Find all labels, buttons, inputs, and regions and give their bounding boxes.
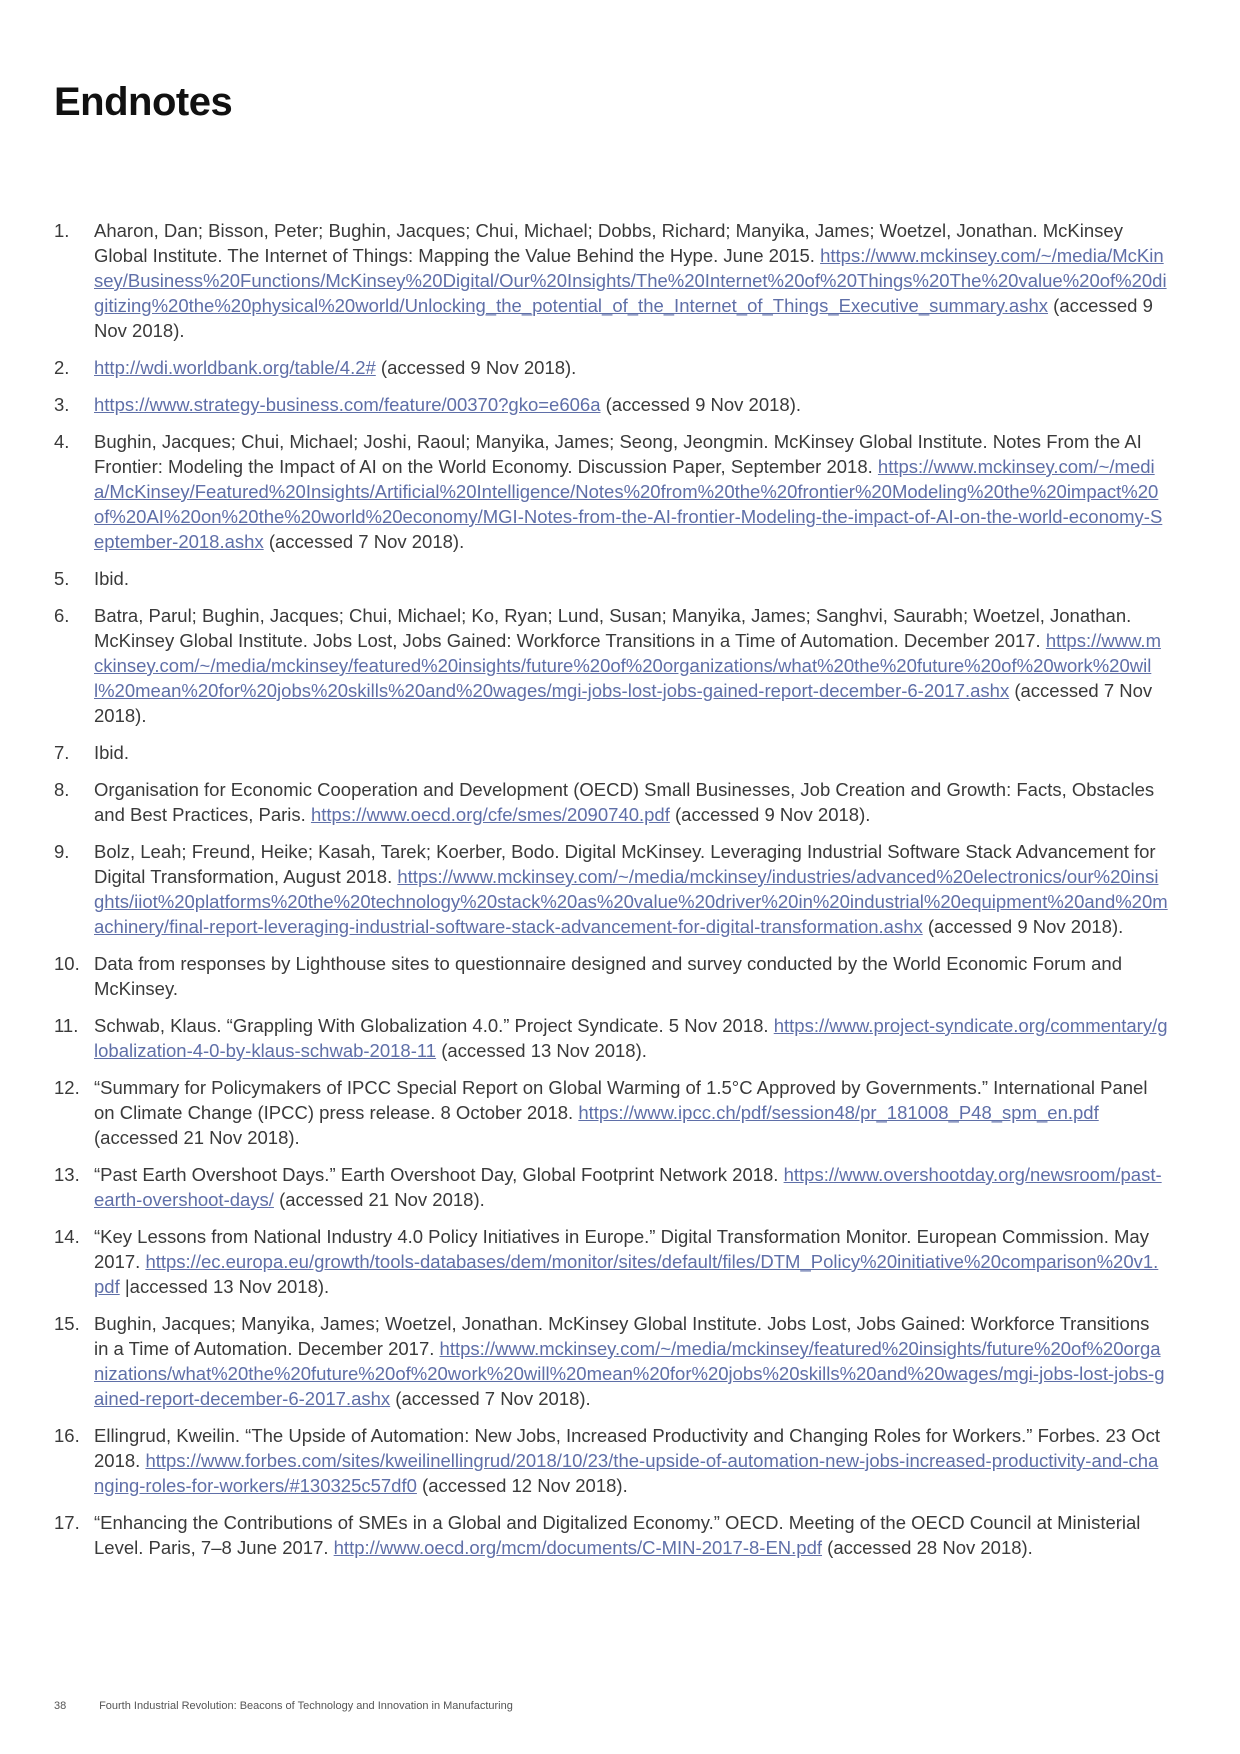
endnote-accessed-date: (accessed 21 Nov 2018). [94,1127,300,1148]
endnote-citation: Ibid. [94,742,129,763]
endnote-accessed-date: (accessed 7 Nov 2018). [94,680,1153,726]
endnote-number: 11. [54,1015,79,1036]
endnote-accessed-date: (accessed 9 Nov 2018). [375,357,577,378]
endnote-citation: “Summary for Policymakers of IPCC Special Report on Global Warming of 1.5°C Approved by Governments.” International Panel on Climate Change (IPCC) press release. 8 October 2018. [94,1077,1148,1123]
endnote-item [54,429,1168,554]
endnote-number: 1. [54,220,70,241]
endnote-item [54,1224,1168,1299]
endnote-citation: “Key Lessons from National Industry 4.0 Policy Initiatives in Europe.” Digital Transformation Monitor. European Commission. May 2017. [94,1226,1149,1272]
endnote-number: 17. [54,1512,80,1533]
endnote-number: 3. [54,394,70,415]
endnote-item [54,1162,1168,1212]
endnote-item [54,1311,1168,1411]
endnote-item [54,777,1168,827]
endnote-number: 14. [54,1226,80,1247]
page-number: 38 [54,1700,67,1712]
endnote-citation: Data from responses by Lighthouse sites to questionnaire designed and survey conducted by the World Economic Forum and McKinsey. [94,953,1123,999]
endnote-number: 15. [54,1313,80,1334]
endnote-item [54,1510,1168,1560]
endnote-link[interactable]: https://www.oecd.org/cfe/smes/2090740.pdf [310,804,670,825]
endnote-item [54,603,1168,728]
endnote-item [54,218,1168,343]
page-footer [54,1700,513,1712]
endnote-link[interactable]: https://www.overshootday.org/newsroom/past-earth-overshoot-days/ [94,1164,1162,1210]
endnote-citation: “Past Earth Overshoot Days.” Earth Overshoot Day, Global Footprint Network 2018. [94,1164,784,1185]
endnote-accessed-date: (accessed 7 Nov 2018). [390,1388,591,1409]
endnote-link[interactable]: https://www.mckinsey.com/~/media/mckinsey/featured%20insights/future%20of%20organizations/what%20the%20future%20of%20work%20will%20mean%20for%20jobs%20skills%20and%20wages/mgi-jobs-lost-jobs-gained-report-december-6-2017.ashx [94,630,1161,701]
endnote-item [54,951,1168,1001]
endnote-number: 4. [54,431,70,452]
endnote-accessed-date: (accessed 9 Nov 2018). [669,804,871,825]
endnote-link[interactable]: https://www.mckinsey.com/~/media/McKinsey/Business%20Functions/McKinsey%20Digital/Our%20Insights/The%20Internet%20of%20Things%20The%20value%20of%20digitizing%20the%20physical%20world/Unlocking_the_potential_of_the_Internet_of_Things_Executive_summary.ashx [94,245,1167,316]
endnote-citation: Ibid. [94,568,129,589]
endnote-link[interactable]: https://ec.europa.eu/growth/tools-databases/dem/monitor/sites/default/files/DTM_Policy%20initiative%20comparison%20v1.pdf [94,1251,1159,1297]
endnote-citation: Batra, Parul; Bughin, Jacques; Chui, Michael; Ko, Ryan; Lund, Susan; Manyika, James; Sanghvi, Saurabh; Woetzel, Jonathan. McKinsey Global Institute. Jobs Lost, Jobs Gained: Workforce Transitions in a Time of Automation. December 2017. [94,605,1132,651]
endnote-citation: Bughin, Jacques; Chui, Michael; Joshi, Raoul; Manyika, James; Seong, Jeongmin. McKinsey Global Institute. Notes From the AI Frontier: Modeling the Impact of AI on the World Economy. Discussion Paper, September 2018. [94,431,1142,477]
endnote-accessed-date: |accessed 13 Nov 2018). [119,1276,330,1297]
endnote-accessed-date: (accessed 7 Nov 2018). [263,531,465,552]
endnote-number: 2. [54,357,70,378]
endnote-accessed-date: (accessed 12 Nov 2018). [416,1475,628,1496]
endnote-citation: Organisation for Economic Cooperation and Development (OECD) Small Businesses, Job Creation and Growth: Facts, Obstacles and Best Practices, Paris. [94,779,1155,825]
endnote-citation: Schwab, Klaus. “Grappling With Globalization 4.0.” Project Syndicate. 5 Nov 2018. [94,1015,774,1036]
endnote-number: 13. [54,1164,80,1185]
endnote-item [54,566,1168,591]
endnote-link[interactable]: https://www.ipcc.ch/pdf/session48/pr_181008_P48_spm_en.pdf [578,1102,1099,1123]
endnote-item [54,1423,1168,1498]
endnote-link[interactable]: https://www.project-syndicate.org/commentary/globalization-4-0-by-klaus-schwab-2018-11 [94,1015,1168,1061]
endnote-item [54,355,1168,380]
endnote-citation: Ellingrud, Kweilin. “The Upside of Automation: New Jobs, Increased Productivity and Changing Roles for Workers.” Forbes. 23 Oct 2018. [94,1425,1160,1471]
endnote-citation: Aharon, Dan; Bisson, Peter; Bughin, Jacques; Chui, Michael; Dobbs, Richard; Manyika, James; Woetzel, Jonathan. McKinsey Global Institute. The Internet of Things: Mapping the Value Behind the Hype. June 2015. [94,220,1123,266]
footer-title: Fourth Industrial Revolution: Beacons of Technology and Innovation in Manufacturing [99,1700,513,1712]
endnote-number: 10. [54,953,80,974]
endnote-accessed-date: (accessed 28 Nov 2018). [822,1537,1033,1558]
endnote-citation: “Enhancing the Contributions of SMEs in a Global and Digitalized Economy.” OECD. Meeting of the OECD Council at Ministerial Level. Paris, 7–8 June 2017. [94,1512,1141,1558]
endnote-link[interactable]: https://www.strategy-business.com/feature/00370?gko=e606a [94,394,601,415]
endnote-item [54,1075,1168,1150]
endnote-number: 9. [54,841,70,862]
endnote-accessed-date: (accessed 13 Nov 2018). [436,1040,647,1061]
page-title: Endnotes [54,80,233,124]
endnote-link[interactable]: https://www.mckinsey.com/~/media/mckinsey/industries/advanced%20electronics/our%20insights/iiot%20platforms%20the%20technology%20stack%20as%20value%20driver%20in%20industrial%20equipment%20and%20machinery/final-report-leveraging-industrial-software-stack-advancement-for-digital-transformation.ashx [94,866,1168,937]
endnote-item [54,392,1168,417]
endnotes-list [54,218,1168,1572]
endnote-item [54,839,1168,939]
endnote-number: 5. [54,568,70,589]
endnote-number: 6. [54,605,70,626]
endnote-accessed-date: (accessed 21 Nov 2018). [273,1189,485,1210]
endnote-number: 8. [54,779,70,800]
endnote-number: 12. [54,1077,80,1098]
endnote-number: 16. [54,1425,80,1446]
endnote-item [54,740,1168,765]
endnote-link[interactable]: https://www.mckinsey.com/~/media/McKinsey/Featured%20Insights/Artificial%20Intelligence/Notes%20from%20the%20frontier%20Modeling%20the%20impact%20of%20AI%20on%20the%20world%20economy/MGI-Notes-from-the-AI-frontier-Modeling-the-impact-of-AI-on-the-world-economy-September-2018.ashx [94,456,1163,552]
endnote-number: 7. [54,742,70,763]
endnote-citation: Bughin, Jacques; Manyika, James; Woetzel, Jonathan. McKinsey Global Institute. Jobs Lost, Jobs Gained: Workforce Transitions in a Time of Automation. December 2017. [94,1313,1150,1359]
endnote-link[interactable]: http://www.oecd.org/mcm/documents/C-MIN-2017-8-EN.pdf [333,1537,823,1558]
endnote-accessed-date: (accessed 9 Nov 2018). [94,295,1153,341]
endnote-link[interactable]: https://www.mckinsey.com/~/media/mckinsey/featured%20insights/future%20of%20organizations/what%20the%20future%20of%20work%20will%20mean%20for%20jobs%20skills%20and%20wages/mgi-jobs-lost-jobs-gained-report-december-6-2017.ashx [94,1338,1165,1409]
endnote-accessed-date: (accessed 9 Nov 2018). [922,916,1124,937]
endnote-accessed-date: (accessed 9 Nov 2018). [600,394,802,415]
endnote-item [54,1013,1168,1063]
endnote-link[interactable]: http://wdi.worldbank.org/table/4.2# [94,357,376,378]
endnote-link[interactable]: https://www.forbes.com/sites/kweilinellingrud/2018/10/23/the-upside-of-automation-new-jobs-increased-productivity-and-changing-roles-for-workers/#130325c57df0 [94,1450,1159,1496]
endnote-citation: Bolz, Leah; Freund, Heike; Kasah, Tarek; Koerber, Bodo. Digital McKinsey. Leveraging Industrial Software Stack Advancement for Digital Transformation, August 2018. [94,841,1156,887]
